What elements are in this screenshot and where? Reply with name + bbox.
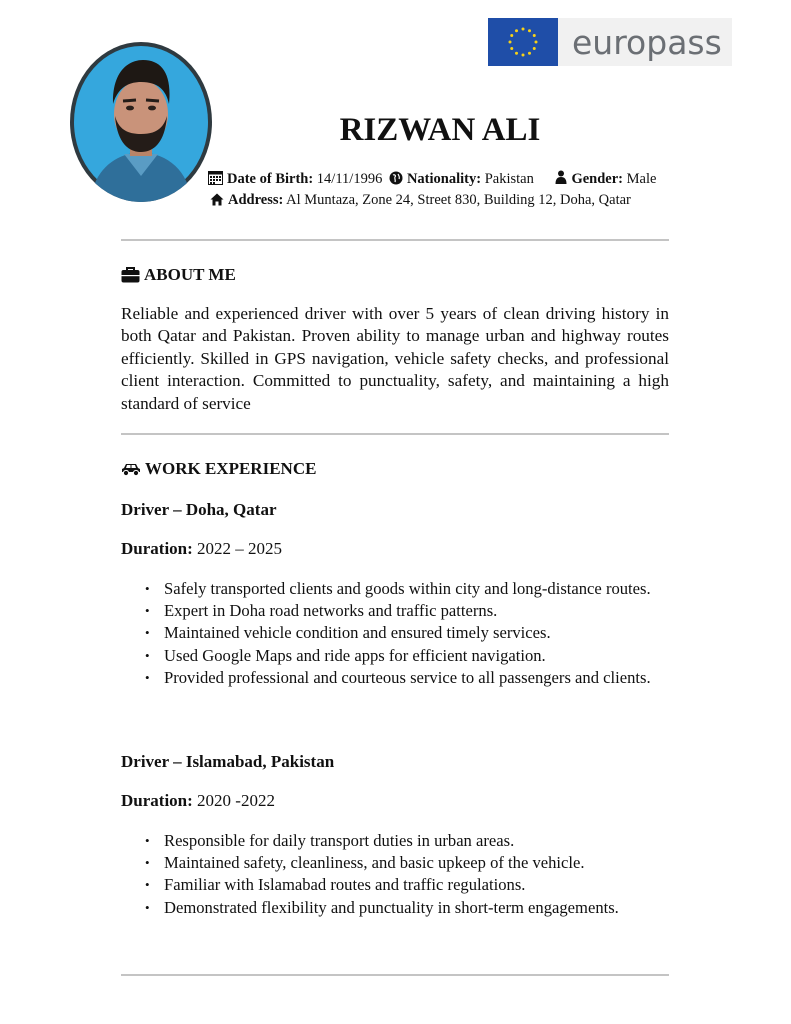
duration-value: 2022 – 2025 <box>197 539 283 558</box>
gender-label: Gender: <box>571 171 623 187</box>
candidate-name: RIZWAN ALI <box>339 112 541 148</box>
eu-star <box>522 28 525 31</box>
list-item: • Familiar with Islamabad routes and traffic regulations. <box>145 874 675 896</box>
eu-star <box>515 52 518 55</box>
nationality-value: Pakistan <box>484 171 534 187</box>
about-section-heading <box>121 265 236 285</box>
divider <box>121 974 669 976</box>
eu-star <box>528 29 531 32</box>
briefcase-icon <box>121 267 140 283</box>
dob-value: 14/11/1996 <box>316 171 383 187</box>
list-item: • Used Google Maps and ride apps for efficient navigation. <box>145 645 675 667</box>
eu-star <box>535 41 538 44</box>
eu-star <box>528 52 531 55</box>
list-item: • Maintained safety, cleanliness, and basic upkeep of the vehicle. <box>145 852 675 874</box>
europass-logo <box>488 18 732 66</box>
work-section-heading <box>121 459 316 479</box>
gender-value: Male <box>626 171 657 187</box>
duration-label: Duration: <box>121 791 193 810</box>
list-item: • Demonstrated flexibility and punctuality in short-term engagements. <box>145 897 675 919</box>
eu-flag-icon <box>488 18 558 66</box>
person-icon <box>555 170 567 185</box>
list-item: • Safely transported clients and goods within city and long-distance routes. <box>145 578 675 600</box>
duration-value: 2020 -2022 <box>197 791 275 810</box>
about-title: ABOUT ME <box>144 265 236 284</box>
job-title: Driver – Islamabad, Pakistan <box>121 752 335 771</box>
job-duration <box>121 539 282 559</box>
eu-star <box>515 29 518 32</box>
address-value: Al Muntaza, Zone 24, Street 830, Building 12, Doha, Qatar <box>286 192 631 208</box>
nationality-label: Nationality: <box>406 171 482 187</box>
calendar-icon <box>208 170 223 185</box>
globe-icon <box>389 171 403 185</box>
eu-star <box>510 34 513 37</box>
dob-label: Date of Birth: <box>227 171 314 187</box>
eu-stars <box>488 18 558 66</box>
job-title: Driver – Doha, Qatar <box>121 500 277 519</box>
job-duration <box>121 791 275 811</box>
eu-star <box>533 34 536 37</box>
divider <box>121 239 669 241</box>
list-item: • Expert in Doha road networks and traffic patterns. <box>145 600 675 622</box>
personal-info-line <box>208 170 656 188</box>
work-title: WORK EXPERIENCE <box>145 459 317 478</box>
eu-star <box>509 41 512 44</box>
job-duties-list <box>145 830 675 919</box>
eu-star <box>510 47 513 50</box>
list-item: • Provided professional and courteous service to all passengers and clients. <box>145 667 675 689</box>
duration-label: Duration: <box>121 539 193 558</box>
eu-star <box>522 54 525 57</box>
car-icon <box>121 462 141 476</box>
eu-star <box>533 47 536 50</box>
divider <box>121 433 669 435</box>
list-item: • Responsible for daily transport duties in urban areas. <box>145 830 675 852</box>
address-label: Address: <box>228 192 284 208</box>
list-item: • Maintained vehicle condition and ensured timely services. <box>145 622 675 644</box>
address-line <box>210 192 631 209</box>
europass-wordmark: europass <box>572 22 722 62</box>
about-text: Reliable and experienced driver with over 5 years of clean driving history in both Qatar and Pakistan. Proven ability to manage urban and highway routes efficiently. Skilled in GPS navigation, vehicle safety checks, and professional client interaction. Committed to punctuality, safety, and maintaining a high standard of service <box>121 304 669 413</box>
home-icon <box>210 193 224 206</box>
job-duties-list <box>145 578 675 689</box>
